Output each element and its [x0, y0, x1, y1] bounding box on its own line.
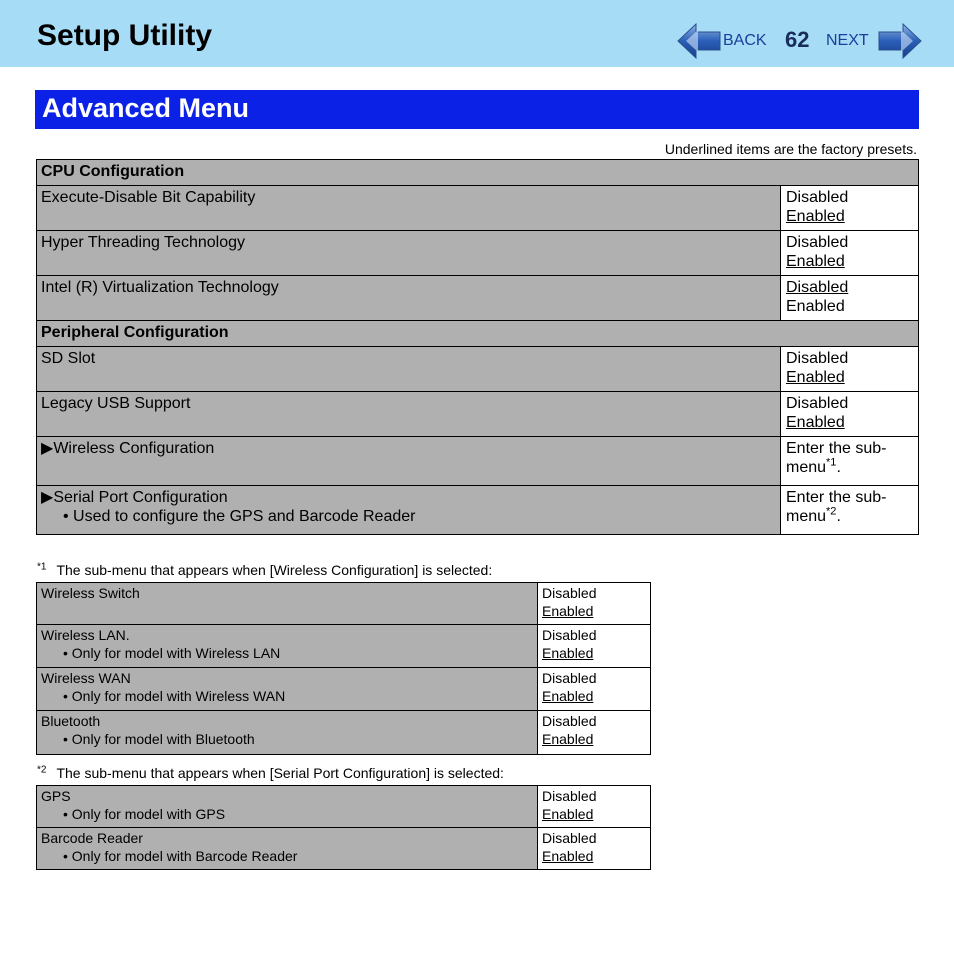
setting-label: [37, 828, 538, 870]
footnote-1: [37, 562, 492, 578]
option-disabled: Disabled: [786, 189, 849, 206]
setting-options: [538, 625, 651, 668]
setting-label: [37, 786, 538, 828]
wireless-configuration-label: Wireless Configuration: [53, 440, 215, 457]
setting-label: Legacy USB Support: [37, 392, 781, 437]
setting-name: GPS: [41, 788, 71, 804]
bullet-note: • Only for model with GPS: [63, 806, 226, 822]
setting-options: [781, 347, 919, 392]
section-title: Advanced Menu: [42, 93, 250, 123]
factory-presets-note: Underlined items are the factory presets.: [664, 141, 917, 157]
table-row: [37, 828, 651, 870]
table-row: [37, 711, 651, 755]
section-banner: [35, 90, 919, 129]
period: .: [836, 459, 841, 476]
option-disabled-default: Disabled: [786, 279, 849, 296]
option-disabled: Disabled: [542, 713, 597, 729]
table-row: [37, 231, 919, 276]
submenu-text: Enter the sub-: [786, 489, 887, 506]
option-enabled: Enabled: [786, 298, 845, 315]
option-disabled: Disabled: [786, 395, 849, 412]
setting-options: [781, 392, 919, 437]
option-enabled-default: Enabled: [786, 208, 845, 225]
setting-options: [538, 711, 651, 755]
option-disabled: Disabled: [542, 830, 597, 846]
setting-options: [781, 486, 919, 535]
table-row: [37, 347, 919, 392]
setting-options: [781, 276, 919, 321]
setting-label: Hyper Threading Technology: [37, 231, 781, 276]
setting-options: [538, 828, 651, 870]
option-disabled: Disabled: [542, 585, 597, 601]
footnote-ref: *1: [826, 456, 837, 469]
submenu-arrow-icon: ▶: [41, 440, 54, 457]
setting-name: Wireless WAN: [41, 670, 131, 686]
setting-label: [37, 711, 538, 755]
setting-options: [781, 186, 919, 231]
option-disabled: Disabled: [542, 670, 597, 686]
setting-label: SD Slot: [37, 347, 781, 392]
submenu-text-cont: menu: [786, 459, 827, 476]
bullet-note: • Only for model with Barcode Reader: [63, 848, 298, 864]
option-disabled: Disabled: [542, 627, 597, 643]
footnote-text: The sub-menu that appears when [Wireless Configuration] is selected:: [56, 562, 493, 578]
setting-label: [37, 486, 781, 535]
option-enabled-default: Enabled: [542, 806, 594, 822]
setting-label: Execute-Disable Bit Capability: [37, 186, 781, 231]
peripheral-configuration-header: Peripheral Configuration: [37, 321, 919, 347]
setting-options: [538, 668, 651, 711]
period: .: [836, 508, 841, 525]
option-enabled-default: Enabled: [542, 645, 594, 661]
back-arrow-icon[interactable]: [676, 22, 722, 60]
footnote-2: [37, 765, 504, 781]
setting-label: Intel (R) Virtualization Technology: [37, 276, 781, 321]
table-row: [37, 186, 919, 231]
setting-label: [37, 583, 538, 625]
option-enabled-default: Enabled: [542, 731, 594, 747]
setting-label: [37, 625, 538, 668]
table-row: [37, 625, 651, 668]
submenu-text: Enter the sub-: [786, 440, 887, 457]
option-disabled: Disabled: [542, 788, 597, 804]
table-row: [37, 786, 651, 828]
setting-options: [538, 786, 651, 828]
option-enabled-default: Enabled: [542, 603, 594, 619]
bullet-note: • Only for model with Wireless LAN: [63, 645, 281, 661]
bullet-note: • Only for model with Wireless WAN: [63, 688, 286, 704]
footnote-text: The sub-menu that appears when [Serial Port Configuration] is selected:: [56, 765, 504, 781]
table-row: [37, 486, 919, 535]
footnote-ref: *2: [826, 505, 837, 518]
submenu-text-cont: menu: [786, 508, 827, 525]
option-disabled: Disabled: [786, 350, 849, 367]
serial-port-configuration-label: Serial Port Configuration: [53, 489, 228, 506]
table-row: [37, 392, 919, 437]
setting-name: Wireless LAN.: [41, 627, 130, 643]
setting-options: [781, 231, 919, 276]
advanced-menu-table: [36, 159, 919, 535]
setting-label: [37, 437, 781, 486]
next-link[interactable]: NEXT: [826, 32, 869, 49]
table-row: [37, 276, 919, 321]
setting-options: [538, 583, 651, 625]
table-row: [37, 583, 651, 625]
serial-port-submenu-table: [36, 785, 651, 870]
bullet-note: • Only for model with Bluetooth: [63, 731, 255, 747]
table-row: [37, 668, 651, 711]
setting-label: [37, 668, 538, 711]
cpu-configuration-header: CPU Configuration: [37, 160, 919, 186]
footnote-mark: *2: [37, 764, 47, 776]
wireless-submenu-table: [36, 582, 651, 755]
option-enabled-default: Enabled: [542, 848, 594, 864]
option-enabled-default: Enabled: [786, 253, 845, 270]
table-row: [37, 437, 919, 486]
option-disabled: Disabled: [786, 234, 849, 251]
option-enabled-default: Enabled: [786, 414, 845, 431]
page-title: Setup Utility: [37, 19, 213, 52]
setting-options: [781, 437, 919, 486]
bullet-note: • Used to configure the GPS and Barcode Reader: [63, 508, 416, 525]
option-enabled-default: Enabled: [542, 688, 594, 704]
back-link[interactable]: BACK: [723, 32, 767, 49]
setting-name: Bluetooth: [41, 713, 101, 729]
setting-name: Wireless Switch: [41, 585, 140, 601]
setting-name: Barcode Reader: [41, 830, 143, 846]
page-number: 62: [785, 27, 810, 52]
next-arrow-icon[interactable]: [877, 22, 923, 60]
footnote-mark: *1: [37, 561, 47, 573]
submenu-arrow-icon: ▶: [41, 489, 54, 506]
option-enabled-default: Enabled: [786, 369, 845, 386]
